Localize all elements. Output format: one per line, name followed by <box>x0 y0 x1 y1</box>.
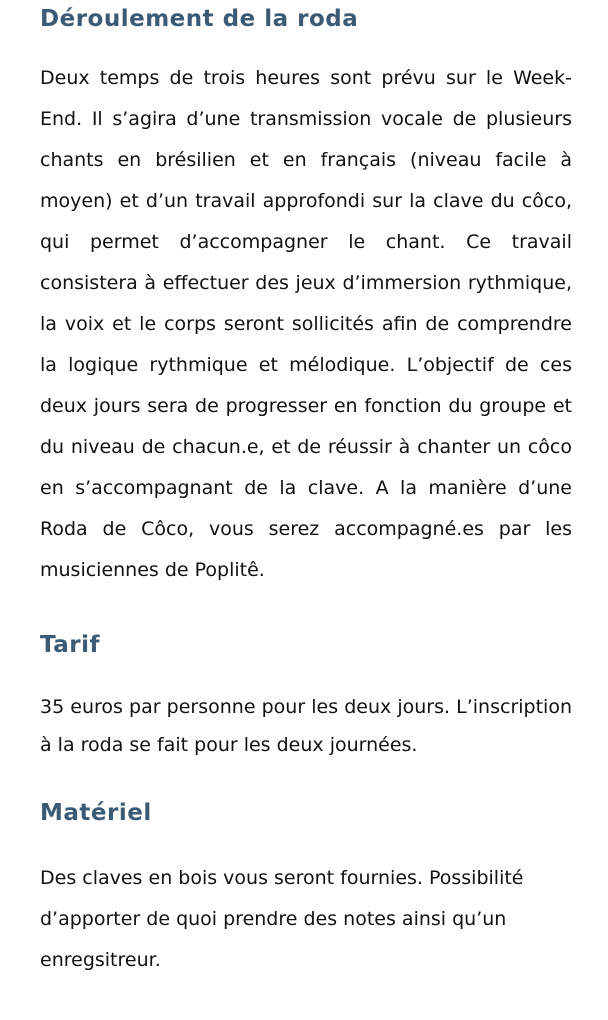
section-body-tarif: 35 euros par personne pour les deux jours. L’inscription à la roda se fait pour les deux journées. <box>40 696 572 756</box>
section-body-deroulement: Deux temps de trois heures sont prévu sur le Week-End. Il s’agira d’une transmission vocale de plusieurs chants en brésilien et en français (niveau facile à moyen) et d’un travail approfondi sur la clave du côco, qui permet d’accompagner le chant. Ce travail consistera à effectuer des jeux d’immersion rythmique, la voix et le corps seront sollicités afin de comprendre la logique rythmique et mélodique. L’objectif de ces deux jours sera de progresser en fonction du groupe et du niveau de chacun.e, et de réussir à chanter un côco en s’accompagnant de la clave. A la manière d’une Roda de Côco, vous serez accompagné.es par les musiciennes de Poplitê. <box>40 67 572 581</box>
section-title-materiel: Matériel <box>40 800 152 826</box>
section-title-deroulement: Déroulement de la roda <box>40 6 359 32</box>
section-body-materiel: Des claves en bois vous seront fournies. Possibilité d’apporter de quoi prendre des notes ainsi qu’un enregsitreur. <box>40 867 524 971</box>
section-title-tarif: Tarif <box>40 632 100 658</box>
